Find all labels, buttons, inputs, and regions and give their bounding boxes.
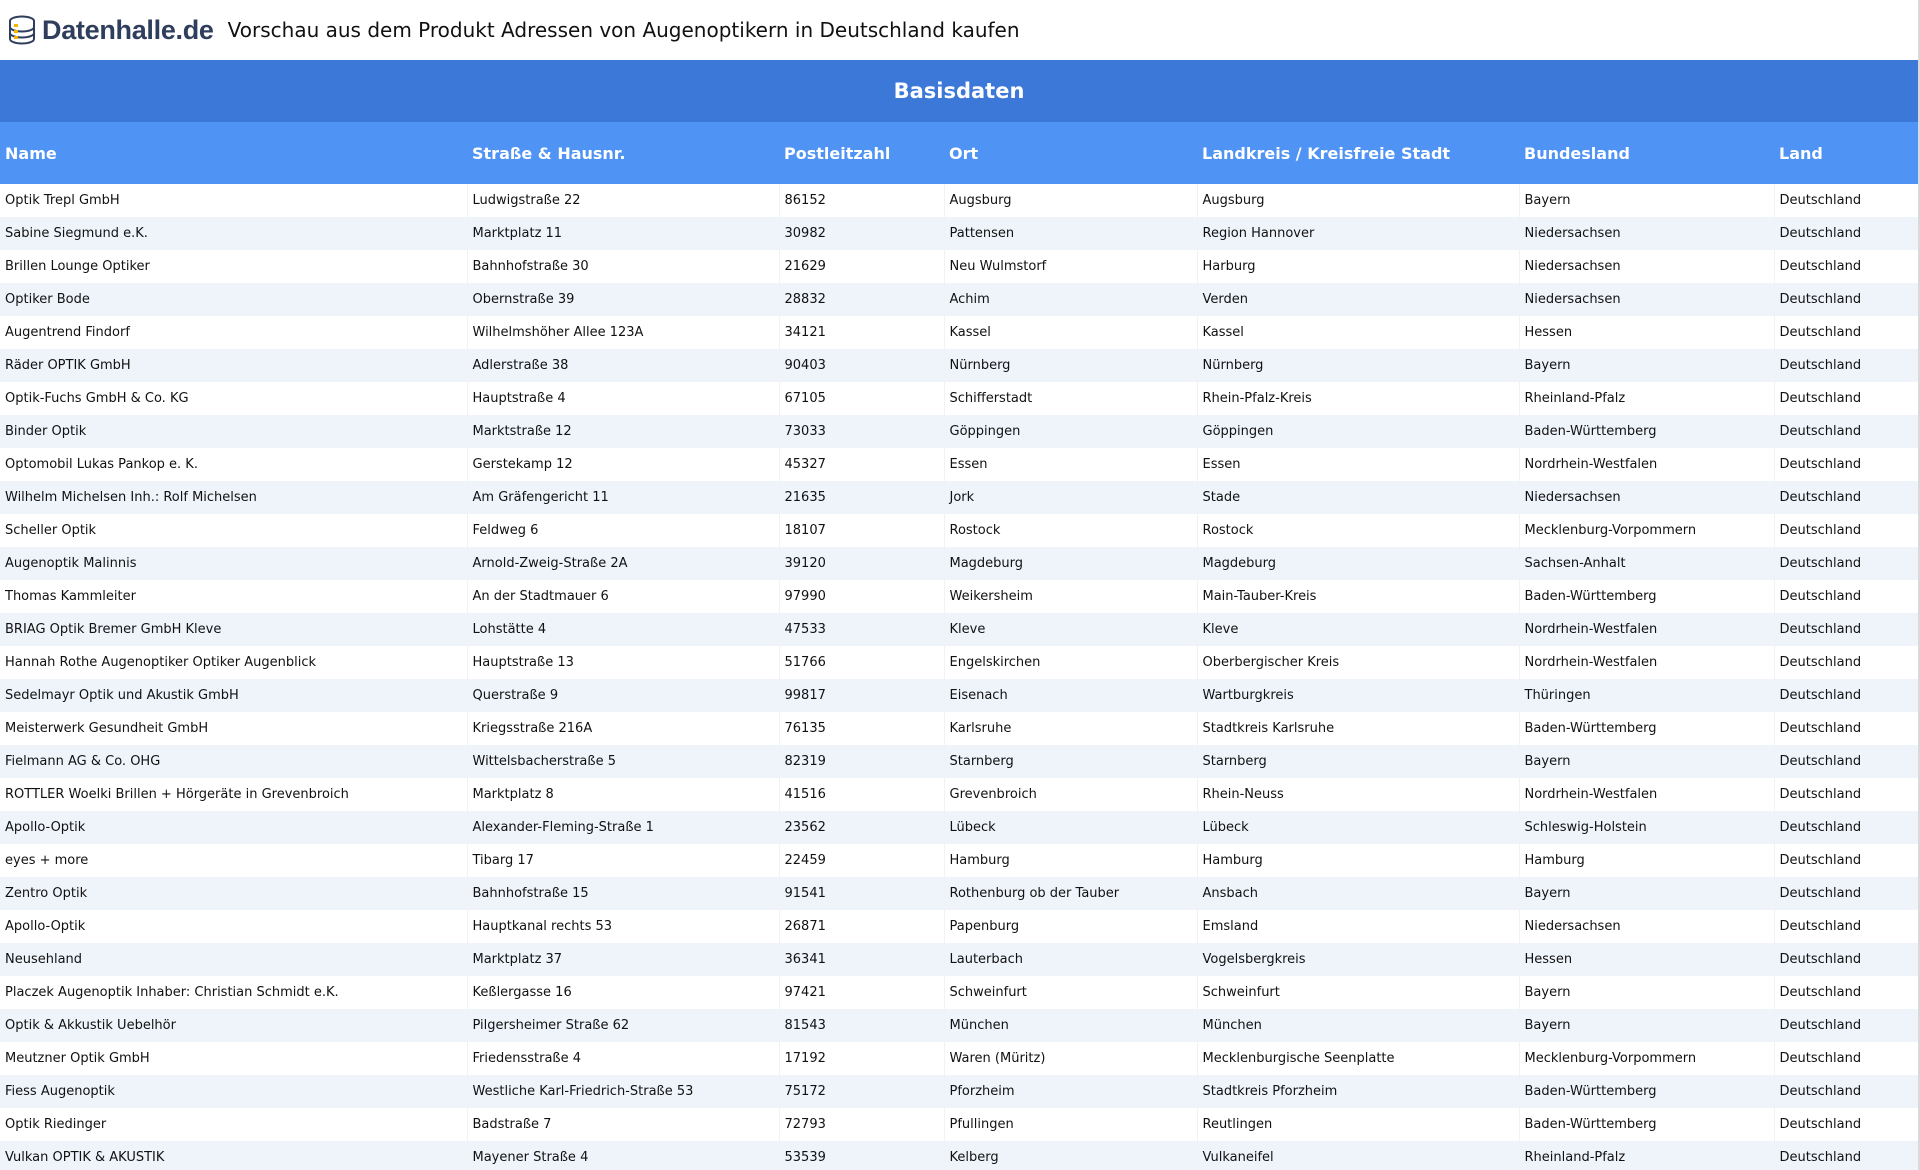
table-row [0, 1108, 1918, 1141]
cell-postcode: 21629 [779, 250, 944, 283]
cell-state: Baden-Württemberg [1519, 712, 1774, 745]
table-row [0, 613, 1918, 646]
cell-name: Augenoptik Malinnis [0, 547, 467, 580]
cell-country: Deutschland [1774, 910, 1918, 943]
cell-postcode: 51766 [779, 646, 944, 679]
cell-city: Lauterbach [944, 943, 1197, 976]
cell-district: Rhein-Neuss [1197, 778, 1519, 811]
cell-postcode: 41516 [779, 778, 944, 811]
cell-street: Marktplatz 37 [467, 943, 779, 976]
cell-street: Hauptstraße 4 [467, 382, 779, 415]
cell-name: Neusehland [0, 943, 467, 976]
cell-state: Bayern [1519, 1009, 1774, 1042]
table-row [0, 679, 1918, 712]
cell-district: Stadtkreis Pforzheim [1197, 1075, 1519, 1108]
cell-name: Vulkan OPTIK & AKUSTIK [0, 1141, 467, 1170]
cell-postcode: 90403 [779, 349, 944, 382]
cell-city: Waren (Müritz) [944, 1042, 1197, 1075]
cell-postcode: 23562 [779, 811, 944, 844]
cell-street: Arnold-Zweig-Straße 2A [467, 547, 779, 580]
cell-name: Optomobil Lukas Pankop e. K. [0, 448, 467, 481]
table-row [0, 811, 1918, 844]
cell-postcode: 73033 [779, 415, 944, 448]
page-title: Vorschau aus dem Produkt Adressen von Augenoptikern in Deutschland kaufen [227, 18, 1020, 42]
cell-country: Deutschland [1774, 349, 1918, 382]
cell-district: Main-Tauber-Kreis [1197, 580, 1519, 613]
cell-district: Harburg [1197, 250, 1519, 283]
cell-district: Vulkaneifel [1197, 1141, 1519, 1170]
cell-street: Adlerstraße 38 [467, 349, 779, 382]
cell-postcode: 82319 [779, 745, 944, 778]
cell-name: Zentro Optik [0, 877, 467, 910]
cell-country: Deutschland [1774, 844, 1918, 877]
cell-country: Deutschland [1774, 745, 1918, 778]
cell-city: Kassel [944, 316, 1197, 349]
brand-logo[interactable] [6, 14, 214, 46]
brand-name: Datenhalle.de [42, 14, 214, 45]
cell-postcode: 45327 [779, 448, 944, 481]
cell-district: Rhein-Pfalz-Kreis [1197, 382, 1519, 415]
cell-city: Starnberg [944, 745, 1197, 778]
cell-name: Optik-Fuchs GmbH & Co. KG [0, 382, 467, 415]
table-row [0, 547, 1918, 580]
cell-street: Wilhelmshöher Allee 123A [467, 316, 779, 349]
cell-country: Deutschland [1774, 316, 1918, 349]
column-header-state[interactable]: Bundesland [1519, 122, 1774, 184]
cell-street: Bahnhofstraße 30 [467, 250, 779, 283]
cell-city: Schifferstadt [944, 382, 1197, 415]
cell-city: Jork [944, 481, 1197, 514]
database-icon [6, 14, 38, 46]
cell-state: Bayern [1519, 976, 1774, 1009]
cell-postcode: 99817 [779, 679, 944, 712]
cell-street: Pilgersheimer Straße 62 [467, 1009, 779, 1042]
cell-street: Kriegsstraße 216A [467, 712, 779, 745]
cell-city: Essen [944, 448, 1197, 481]
cell-district: Augsburg [1197, 184, 1519, 217]
cell-name: Sabine Siegmund e.K. [0, 217, 467, 250]
cell-district: Schweinfurt [1197, 976, 1519, 1009]
cell-name: Räder OPTIK GmbH [0, 349, 467, 382]
table-row [0, 316, 1918, 349]
cell-postcode: 21635 [779, 481, 944, 514]
cell-city: Kelberg [944, 1141, 1197, 1170]
cell-city: Schweinfurt [944, 976, 1197, 1009]
cell-state: Nordrhein-Westfalen [1519, 613, 1774, 646]
cell-district: Essen [1197, 448, 1519, 481]
cell-country: Deutschland [1774, 778, 1918, 811]
cell-state: Thüringen [1519, 679, 1774, 712]
cell-city: Neu Wulmstorf [944, 250, 1197, 283]
cell-state: Hamburg [1519, 844, 1774, 877]
cell-country: Deutschland [1774, 679, 1918, 712]
cell-name: ROTTLER Woelki Brillen + Hörgeräte in Grevenbroich [0, 778, 467, 811]
cell-name: Fiess Augenoptik [0, 1075, 467, 1108]
cell-postcode: 81543 [779, 1009, 944, 1042]
cell-country: Deutschland [1774, 976, 1918, 1009]
cell-district: Reutlingen [1197, 1108, 1519, 1141]
cell-street: Querstraße 9 [467, 679, 779, 712]
cell-street: Keßlergasse 16 [467, 976, 779, 1009]
cell-city: Weikersheim [944, 580, 1197, 613]
cell-country: Deutschland [1774, 1141, 1918, 1170]
cell-state: Niedersachsen [1519, 910, 1774, 943]
cell-postcode: 18107 [779, 514, 944, 547]
table-column-headers [0, 122, 1918, 184]
cell-city: Pfullingen [944, 1108, 1197, 1141]
cell-name: Optik Riedinger [0, 1108, 467, 1141]
cell-district: Oberbergischer Kreis [1197, 646, 1519, 679]
cell-city: Göppingen [944, 415, 1197, 448]
cell-country: Deutschland [1774, 184, 1918, 217]
cell-district: Kassel [1197, 316, 1519, 349]
group-header-basisdaten: Basisdaten [0, 60, 1918, 122]
column-header-country[interactable]: Land [1774, 122, 1918, 184]
table-body [0, 184, 1918, 1170]
cell-street: Badstraße 7 [467, 1108, 779, 1141]
cell-name: Placzek Augenoptik Inhaber: Christian Schmidt e.K. [0, 976, 467, 1009]
cell-country: Deutschland [1774, 1075, 1918, 1108]
cell-country: Deutschland [1774, 415, 1918, 448]
cell-city: München [944, 1009, 1197, 1042]
cell-city: Nürnberg [944, 349, 1197, 382]
table-row [0, 250, 1918, 283]
cell-country: Deutschland [1774, 613, 1918, 646]
cell-state: Bayern [1519, 184, 1774, 217]
cell-city: Augsburg [944, 184, 1197, 217]
column-header-city[interactable]: Ort [944, 122, 1197, 184]
table-row [0, 943, 1918, 976]
table-row [0, 184, 1918, 217]
table-row [0, 481, 1918, 514]
table-row [0, 877, 1918, 910]
table-row [0, 646, 1918, 679]
table-row [0, 1075, 1918, 1108]
cell-street: Wittelsbacherstraße 5 [467, 745, 779, 778]
cell-state: Baden-Württemberg [1519, 415, 1774, 448]
cell-district: Kleve [1197, 613, 1519, 646]
cell-street: Feldweg 6 [467, 514, 779, 547]
cell-district: Nürnberg [1197, 349, 1519, 382]
cell-postcode: 67105 [779, 382, 944, 415]
cell-country: Deutschland [1774, 547, 1918, 580]
cell-street: Friedensstraße 4 [467, 1042, 779, 1075]
cell-name: Scheller Optik [0, 514, 467, 547]
cell-name: Brillen Lounge Optiker [0, 250, 467, 283]
table-row [0, 1141, 1918, 1170]
cell-country: Deutschland [1774, 1108, 1918, 1141]
cell-state: Mecklenburg-Vorpommern [1519, 514, 1774, 547]
cell-city: Karlsruhe [944, 712, 1197, 745]
cell-city: Rothenburg ob der Tauber [944, 877, 1197, 910]
column-header-street[interactable]: Straße & Hausnr. [467, 122, 779, 184]
cell-city: Eisenach [944, 679, 1197, 712]
column-header-district[interactable]: Landkreis / Kreisfreie Stadt [1197, 122, 1519, 184]
table-row [0, 976, 1918, 1009]
cell-district: Vogelsbergkreis [1197, 943, 1519, 976]
cell-district: Hamburg [1197, 844, 1519, 877]
cell-name: Thomas Kammleiter [0, 580, 467, 613]
cell-city: Magdeburg [944, 547, 1197, 580]
cell-postcode: 28832 [779, 283, 944, 316]
cell-district: Lübeck [1197, 811, 1519, 844]
table-row [0, 712, 1918, 745]
cell-state: Bayern [1519, 349, 1774, 382]
cell-city: Rostock [944, 514, 1197, 547]
cell-state: Rheinland-Pfalz [1519, 1141, 1774, 1170]
cell-state: Mecklenburg-Vorpommern [1519, 1042, 1774, 1075]
cell-postcode: 72793 [779, 1108, 944, 1141]
cell-name: Binder Optik [0, 415, 467, 448]
cell-city: Lübeck [944, 811, 1197, 844]
cell-street: Ludwigstraße 22 [467, 184, 779, 217]
cell-street: Marktplatz 8 [467, 778, 779, 811]
table-row [0, 415, 1918, 448]
cell-postcode: 76135 [779, 712, 944, 745]
cell-district: Göppingen [1197, 415, 1519, 448]
cell-state: Niedersachsen [1519, 217, 1774, 250]
cell-street: Gerstekamp 12 [467, 448, 779, 481]
cell-state: Bayern [1519, 877, 1774, 910]
cell-country: Deutschland [1774, 382, 1918, 415]
cell-country: Deutschland [1774, 712, 1918, 745]
cell-postcode: 36341 [779, 943, 944, 976]
cell-name: Hannah Rothe Augenoptiker Optiker Augenblick [0, 646, 467, 679]
cell-district: Wartburgkreis [1197, 679, 1519, 712]
cell-city: Kleve [944, 613, 1197, 646]
cell-district: Stadtkreis Karlsruhe [1197, 712, 1519, 745]
cell-name: Sedelmayr Optik und Akustik GmbH [0, 679, 467, 712]
cell-name: Augentrend Findorf [0, 316, 467, 349]
cell-street: Bahnhofstraße 15 [467, 877, 779, 910]
cell-district: Mecklenburgische Seenplatte [1197, 1042, 1519, 1075]
cell-street: Westliche Karl-Friedrich-Straße 53 [467, 1075, 779, 1108]
cell-name: Meutzner Optik GmbH [0, 1042, 467, 1075]
cell-street: Marktstraße 12 [467, 415, 779, 448]
cell-state: Nordrhein-Westfalen [1519, 778, 1774, 811]
cell-postcode: 97421 [779, 976, 944, 1009]
cell-postcode: 22459 [779, 844, 944, 877]
cell-name: Wilhelm Michelsen Inh.: Rolf Michelsen [0, 481, 467, 514]
cell-name: Meisterwerk Gesundheit GmbH [0, 712, 467, 745]
cell-state: Hessen [1519, 316, 1774, 349]
cell-district: Verden [1197, 283, 1519, 316]
cell-city: Engelskirchen [944, 646, 1197, 679]
cell-country: Deutschland [1774, 943, 1918, 976]
cell-street: Alexander-Fleming-Straße 1 [467, 811, 779, 844]
table-row [0, 910, 1918, 943]
table-group-header [0, 60, 1918, 122]
cell-postcode: 34121 [779, 316, 944, 349]
table-row [0, 745, 1918, 778]
cell-district: Ansbach [1197, 877, 1519, 910]
cell-country: Deutschland [1774, 1042, 1918, 1075]
cell-country: Deutschland [1774, 283, 1918, 316]
table-row [0, 778, 1918, 811]
cell-country: Deutschland [1774, 217, 1918, 250]
cell-city: Grevenbroich [944, 778, 1197, 811]
cell-state: Baden-Württemberg [1519, 1075, 1774, 1108]
cell-street: Lohstätte 4 [467, 613, 779, 646]
cell-district: Rostock [1197, 514, 1519, 547]
table-row [0, 217, 1918, 250]
cell-district: München [1197, 1009, 1519, 1042]
cell-postcode: 86152 [779, 184, 944, 217]
cell-postcode: 30982 [779, 217, 944, 250]
cell-state: Nordrhein-Westfalen [1519, 646, 1774, 679]
table-row [0, 1042, 1918, 1075]
cell-state: Niedersachsen [1519, 481, 1774, 514]
cell-street: Hauptkanal rechts 53 [467, 910, 779, 943]
top-bar [0, 0, 1920, 60]
preview-table [0, 60, 1919, 1170]
cell-name: Fielmann AG & Co. OHG [0, 745, 467, 778]
cell-postcode: 53539 [779, 1141, 944, 1170]
table-row [0, 580, 1918, 613]
cell-state: Niedersachsen [1519, 283, 1774, 316]
column-header-postcode[interactable]: Postleitzahl [779, 122, 944, 184]
cell-name: eyes + more [0, 844, 467, 877]
cell-name: Optiker Bode [0, 283, 467, 316]
cell-country: Deutschland [1774, 811, 1918, 844]
cell-state: Schleswig-Holstein [1519, 811, 1774, 844]
table-row [0, 382, 1918, 415]
cell-state: Sachsen-Anhalt [1519, 547, 1774, 580]
table-row [0, 283, 1918, 316]
cell-street: Am Gräfengericht 11 [467, 481, 779, 514]
cell-name: BRIAG Optik Bremer GmbH Kleve [0, 613, 467, 646]
table-row [0, 349, 1918, 382]
cell-district: Region Hannover [1197, 217, 1519, 250]
cell-country: Deutschland [1774, 580, 1918, 613]
cell-district: Emsland [1197, 910, 1519, 943]
cell-country: Deutschland [1774, 481, 1918, 514]
cell-state: Niedersachsen [1519, 250, 1774, 283]
cell-country: Deutschland [1774, 448, 1918, 481]
cell-street: Marktplatz 11 [467, 217, 779, 250]
cell-city: Papenburg [944, 910, 1197, 943]
cell-country: Deutschland [1774, 1009, 1918, 1042]
cell-country: Deutschland [1774, 877, 1918, 910]
cell-district: Starnberg [1197, 745, 1519, 778]
cell-name: Apollo-Optik [0, 811, 467, 844]
table-row [0, 844, 1918, 877]
table-row [0, 1009, 1918, 1042]
cell-city: Pattensen [944, 217, 1197, 250]
table-row [0, 514, 1918, 547]
cell-postcode: 17192 [779, 1042, 944, 1075]
cell-state: Hessen [1519, 943, 1774, 976]
cell-city: Hamburg [944, 844, 1197, 877]
cell-postcode: 39120 [779, 547, 944, 580]
cell-city: Pforzheim [944, 1075, 1197, 1108]
cell-state: Baden-Württemberg [1519, 1108, 1774, 1141]
cell-state: Rheinland-Pfalz [1519, 382, 1774, 415]
cell-name: Optik Trepl GmbH [0, 184, 467, 217]
cell-state: Baden-Württemberg [1519, 580, 1774, 613]
cell-street: Mayener Straße 4 [467, 1141, 779, 1170]
cell-country: Deutschland [1774, 250, 1918, 283]
cell-state: Nordrhein-Westfalen [1519, 448, 1774, 481]
table-row [0, 448, 1918, 481]
cell-country: Deutschland [1774, 646, 1918, 679]
cell-street: Tibarg 17 [467, 844, 779, 877]
cell-city: Achim [944, 283, 1197, 316]
cell-district: Stade [1197, 481, 1519, 514]
cell-name: Apollo-Optik [0, 910, 467, 943]
cell-country: Deutschland [1774, 514, 1918, 547]
cell-postcode: 47533 [779, 613, 944, 646]
cell-street: Hauptstraße 13 [467, 646, 779, 679]
cell-postcode: 75172 [779, 1075, 944, 1108]
cell-district: Magdeburg [1197, 547, 1519, 580]
cell-postcode: 26871 [779, 910, 944, 943]
cell-postcode: 97990 [779, 580, 944, 613]
cell-postcode: 91541 [779, 877, 944, 910]
cell-state: Bayern [1519, 745, 1774, 778]
cell-street: An der Stadtmauer 6 [467, 580, 779, 613]
cell-name: Optik & Akkustik Uebelhör [0, 1009, 467, 1042]
column-header-name[interactable]: Name [0, 122, 467, 184]
cell-street: Obernstraße 39 [467, 283, 779, 316]
